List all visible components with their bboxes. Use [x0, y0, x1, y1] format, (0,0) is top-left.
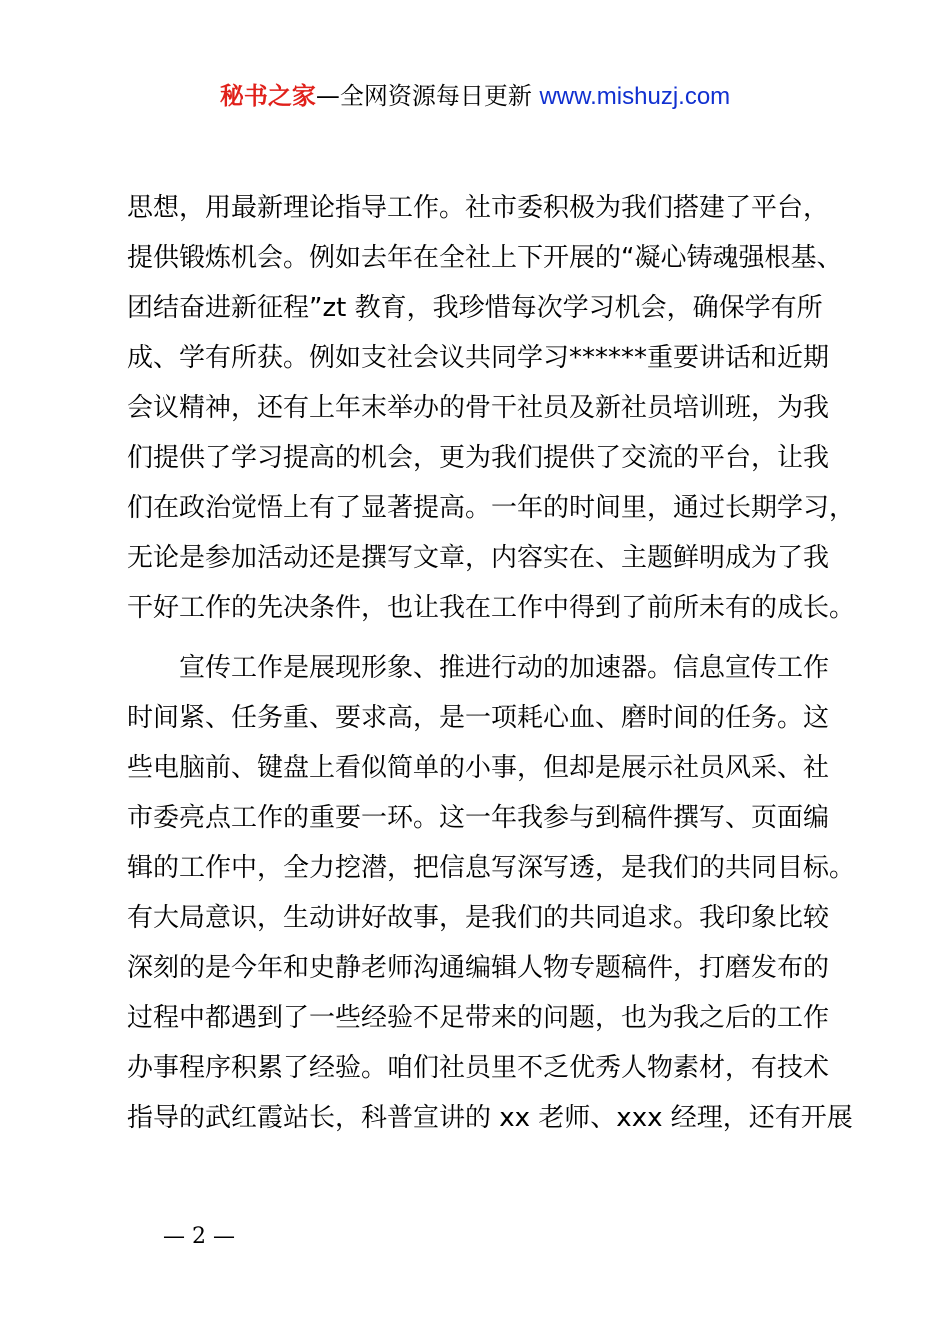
text-line: 宣传工作是展现形象、推进行动的加速器。信息宣传工作 — [127, 653, 830, 683]
text-line: 市委亮点工作的重要一环。这一年我参与到稿件撰写、页面编 — [127, 803, 830, 833]
paragraph-spacer — [127, 633, 847, 643]
text-line: 办事程序积累了经验。咱们社员里不乏优秀人物素材，有技术 — [127, 1053, 830, 1083]
page-number: — 2 — — [163, 1224, 235, 1249]
text-line: 些电脑前、键盘上看似简单的小事，但却是展示社员风采、社 — [127, 753, 830, 783]
text-line: 成、学有所获。例如支社会议共同学习******重要讲话和近期 — [127, 343, 830, 373]
paragraph-1 — [127, 183, 856, 633]
page-header — [0, 80, 950, 113]
document-body — [127, 183, 856, 1143]
text-line: 时间紧、任务重、要求高，是一项耗心血、磨时间的任务。这 — [127, 703, 830, 733]
text-line: 无论是参加活动还是撰写文章，内容实在、主题鲜明成为了我 — [127, 543, 830, 573]
text-line: 们在政治觉悟上有了显著提高。一年的时间里，通过长期学习， — [127, 493, 856, 523]
brand-name: 秘书之家 — [219, 82, 316, 110]
text-line: 有大局意识，生动讲好故事，是我们的共同追求。我印象比较 — [127, 903, 830, 933]
text-line: 团结奋进新征程”zt 教育，我珍惜每次学习机会，确保学有所 — [127, 293, 823, 323]
text-line: 会议精神，还有上年末举办的骨干社员及新社员培训班，为我 — [127, 393, 830, 423]
text-line: 思想，用最新理论指导工作。社市委积极为我们搭建了平台， — [127, 193, 830, 223]
site-url[interactable]: www.mishuzj.com — [539, 83, 731, 110]
text-line: 提供锻炼机会。例如去年在全社上下开展的“凝心铸魂强根基、 — [127, 243, 843, 273]
text-line: 们提供了学习提高的机会，更为我们提供了交流的平台，让我 — [127, 443, 830, 473]
text-line: 干好工作的先决条件，也让我在工作中得到了前所未有的成长。 — [127, 593, 856, 623]
text-line: 辑的工作中，全力挖潜，把信息写深写透，是我们的共同目标。 — [127, 853, 856, 883]
text-line: 指导的武红霞站长，科普宣讲的 xx 老师、xxx 经理，还有开展 — [127, 1103, 853, 1133]
text-line: 过程中都遇到了一些经验不足带来的问题，也为我之后的工作 — [127, 1003, 830, 1033]
paragraph-2 — [127, 643, 856, 1143]
text-line: 深刻的是今年和史静老师沟通编辑人物专题稿件，打磨发布的 — [127, 953, 830, 983]
header-tagline: —全网资源每日更新 — [315, 82, 532, 110]
